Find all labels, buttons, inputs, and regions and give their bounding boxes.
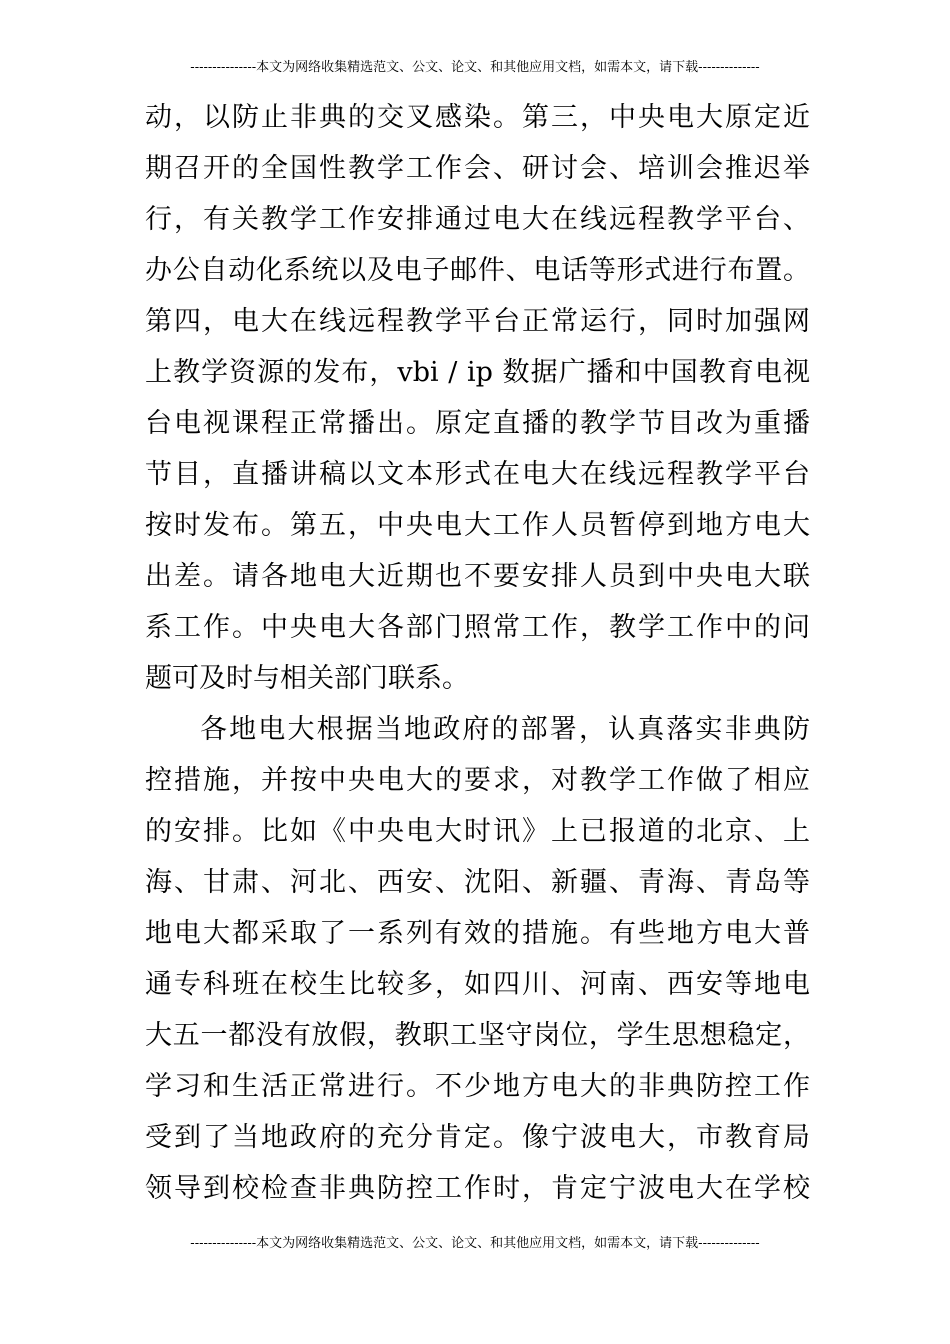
text-line: 海、甘肃、河北、西安、沈阳、新疆、青海、青岛等	[145, 867, 810, 898]
text-line: 台电视课程正常播出。原定直播的教学节目改为重播	[145, 408, 810, 439]
text-line: 按时发布。第五，中央电大工作人员暂停到地方电大	[145, 510, 810, 541]
text-line: 第四，电大在线远程教学平台正常运行，同时加强网	[145, 306, 810, 337]
text-line: 各地电大根据当地政府的部署，认真落实非典防	[200, 714, 810, 745]
text-line: 上教学资源的发布，vbi / ip 数据广播和中国教育电视	[145, 357, 810, 388]
text-line: 节目，直播讲稿以文本形式在电大在线远程教学平台	[145, 459, 810, 490]
text-line: 动，以防止非典的交叉感染。第三，中央电大原定近	[145, 102, 810, 133]
text-line: 题可及时与相关部门联系。	[145, 663, 469, 694]
text-line: 控措施，并按中央电大的要求，对教学工作做了相应	[145, 765, 810, 796]
text-line: 地电大都采取了一系列有效的措施。有些地方电大普	[145, 918, 810, 949]
text-line: 出差。请各地电大近期也不要安排人员到中央电大联	[145, 561, 810, 592]
text-line: 系工作。中央电大各部门照常工作，教学工作中的问	[145, 612, 810, 643]
text-line: 的安排。比如《中央电大时讯》上已报道的北京、上	[145, 816, 810, 847]
text-line: 领导到校检查非典防控工作时，肯定宁波电大在学校	[145, 1173, 810, 1204]
page-footer: ---------------本文为网络收集精选范文、公文、论文、和其他应用文档，如需本文，请下载--------------	[190, 1236, 760, 1251]
text-line: 办公自动化系统以及电子邮件、电话等形式进行布置。	[145, 255, 810, 286]
text-line: 大五一都没有放假，教职工坚守岗位，学生思想稳定，	[145, 1020, 810, 1051]
document-body	[145, 92, 810, 1214]
text-line: 通专科班在校生比较多，如四川、河南、西安等地电	[145, 969, 810, 1000]
page-header: ---------------本文为网络收集精选范文、公文、论文、和其他应用文档，如需本文，请下载--------------	[190, 60, 760, 75]
text-line: 行，有关教学工作安排通过电大在线远程教学平台、	[145, 204, 810, 235]
text-line: 学习和生活正常进行。不少地方电大的非典防控工作	[145, 1071, 810, 1102]
text-line: 期召开的全国性教学工作会、研讨会、培训会推迟举	[145, 153, 810, 184]
text-line: 受到了当地政府的充分肯定。像宁波电大，市教育局	[145, 1122, 810, 1153]
paragraph-1	[145, 92, 810, 704]
paragraph-2	[145, 704, 810, 1214]
